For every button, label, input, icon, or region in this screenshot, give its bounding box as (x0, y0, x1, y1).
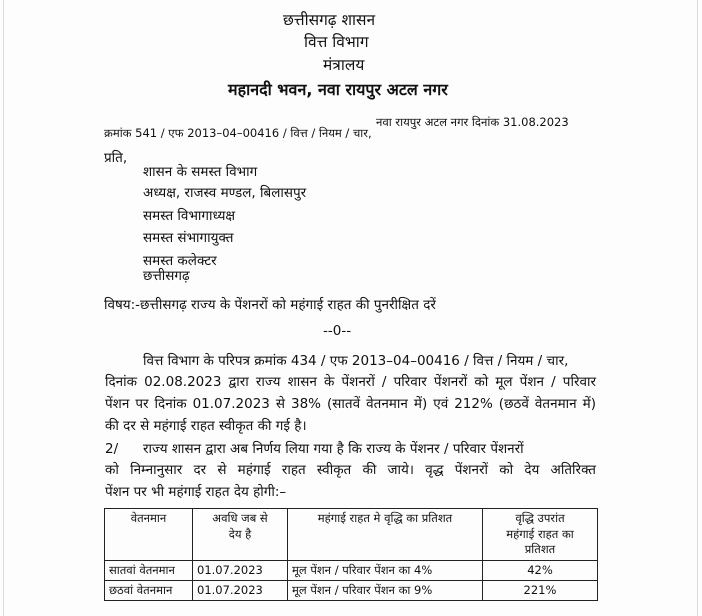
cell-date: 01.07.2023 (193, 580, 288, 600)
recipients-prefix: प्रति, (104, 150, 128, 166)
reference-number: क्रमांक 541 / एफ 2013–04–00416 / वित्त / नियम / चार, (104, 126, 372, 140)
header-effective-date: अवधि जब से देय है (193, 509, 288, 561)
recipient-item: अध्यक्ष, राजस्व मण्डल, बिलासपुर (143, 185, 307, 201)
recipient-item: छत्तीसगढ़ (143, 268, 190, 284)
para1-line1: वित्त विभाग के परिपत्र क्रमांक 434 / एफ 2013–04–00416 / वित्त / नियम / चार, (143, 353, 569, 369)
reference-place-date: नवा रायपुर अटल नगर दिनांक 31.08.2023 (376, 115, 569, 129)
recipient-item: समस्त संभागायुक्त (143, 230, 234, 246)
header-ministry: मंत्रालय (323, 56, 365, 74)
header-department: वित्त विभाग (304, 33, 369, 51)
para2-number: 2/ (105, 441, 119, 457)
cell-increase: मूल पेंशन / परिवार पेंशन का 4% (288, 560, 483, 580)
page-edge-left (3, 0, 4, 616)
para2-line2: को निम्नानुसार दर से महंगाई राहत स्वीकृत की जाये। वृद्ध पेंशनरों को देय अतिरिक्त (105, 462, 596, 478)
para1-line4: की दर से महंगाई राहत स्वीकृत की गई है। (105, 418, 307, 434)
recipient-item: शासन के समस्त विभाग (143, 164, 258, 180)
para2-line3: पेंशन पर भी महंगाई राहत देय होगी:– (105, 484, 287, 500)
page-edge-right (697, 0, 698, 616)
para1-line2: दिनांक 02.08.2023 द्वारा राज्य शासन के पेंशनरों / परिवार पेंशनरों को मूल पेंशन / परिवार (105, 374, 596, 390)
recipient-item: समस्त विभागाध्यक्ष (143, 208, 236, 224)
cell-increase: मूल पेंशन / परिवार पेंशन का 9% (288, 580, 483, 600)
header-government: छत्तीसगढ़ शासन (283, 11, 376, 29)
table-row (105, 580, 598, 600)
cell-pay-scale: छठवां वेतनमान (105, 580, 193, 600)
cell-total: 42% (483, 560, 598, 580)
relief-rate-table (104, 508, 598, 601)
para1-line3: पेंशन पर दिनांक 01.07.2023 से 38% (सातवें वेतनमान में) एवं 212% (छठवें वेतनमान में) (105, 396, 596, 412)
table-header-row (105, 509, 598, 561)
header-address: महानदी भवन, नवा रायपुर अटल नगर (228, 80, 448, 99)
header-increase: महंगाई राहत मे वृद्धि का प्रतिशत (288, 509, 483, 561)
table-row (105, 560, 598, 580)
cell-date: 01.07.2023 (193, 560, 288, 580)
recipient-item: समस्त कलेक्टर (143, 253, 217, 269)
header-total: वृद्धि उपरांत महंगाई राहत का प्रतिशत (483, 509, 598, 561)
cell-pay-scale: सातवां वेतनमान (105, 560, 193, 580)
subject-line: विषय:-छत्तीसगढ़ राज्य के पेंशनरों को महंगाई राहत की पुनरीक्षित दरें (104, 297, 436, 313)
header-pay-scale: वेतनमान (105, 509, 193, 561)
cell-total: 221% (483, 580, 598, 600)
para2-line1: राज्य शासन द्वारा अब निर्णय लिया गया है कि राज्य के पेंशनर / परिवार पेंशनरों (143, 441, 524, 457)
separator: --0-- (323, 323, 352, 339)
